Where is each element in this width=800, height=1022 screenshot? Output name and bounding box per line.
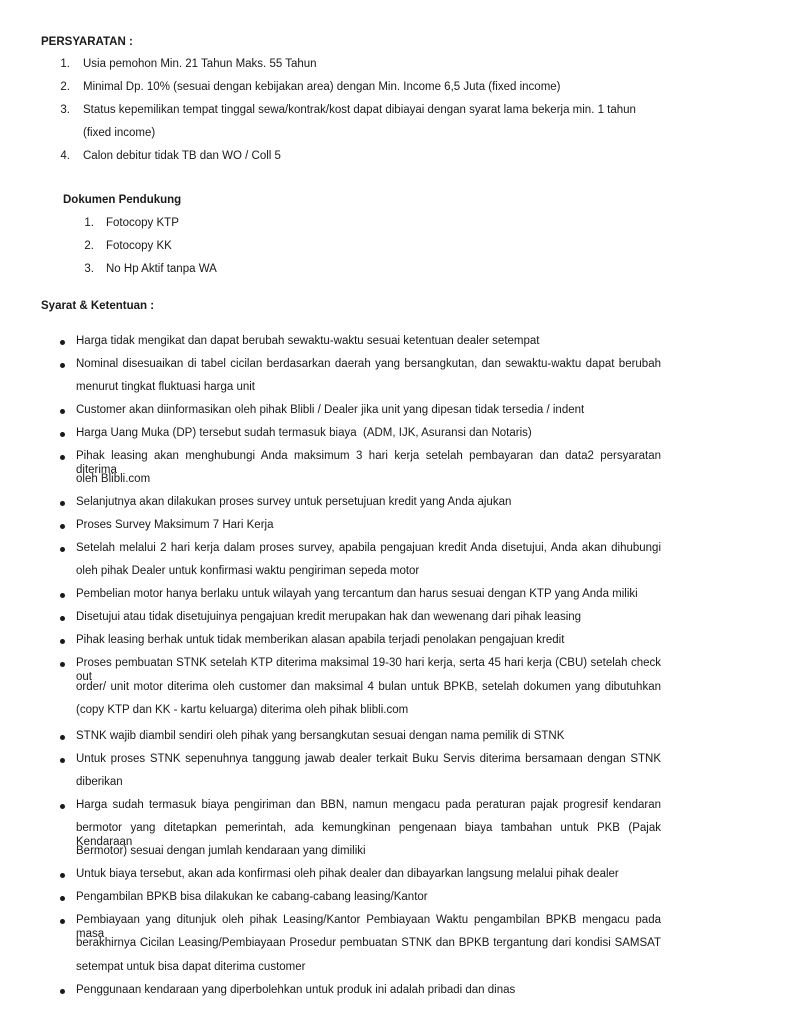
item-text-continued: diberikan bbox=[76, 776, 123, 788]
item-text-continued: (copy KTP dan KK - kartu keluarga) diterima oleh pihak blibli.com bbox=[76, 704, 409, 716]
bullet-icon bbox=[60, 804, 65, 809]
item-number: 4. bbox=[60, 150, 70, 162]
item-text-continued: order/ unit motor diterima oleh customer dan maksimal 4 bulan untuk BPKB, setelah dokumen yang dibutuhkan bbox=[76, 681, 661, 693]
item-text: Minimal Dp. 10% (sesuai dengan kebijakan area) dengan Min. Income 6,5 Juta (fixed income) bbox=[83, 81, 561, 93]
bullet-icon bbox=[60, 363, 65, 368]
item-number: 2. bbox=[60, 81, 70, 93]
bullet-icon bbox=[60, 432, 65, 437]
item-text: Customer akan diinformasikan oleh pihak Blibli / Dealer jika unit yang dipesan tidak tersedia / indent bbox=[76, 404, 585, 416]
item-text-continued: Bermotor) sesuai dengan jumlah kendaraan yang dimiliki bbox=[76, 845, 366, 857]
item-text: Fotocopy KTP bbox=[106, 217, 179, 229]
item-text: No Hp Aktif tanpa WA bbox=[106, 263, 217, 275]
item-text: Nominal disesuaikan di tabel cicilan berdasarkan daerah yang bersangkutan, dan sewaktu-waktu dapat berubah bbox=[76, 358, 661, 370]
bullet-icon bbox=[60, 896, 65, 901]
bullet-icon bbox=[60, 593, 65, 598]
item-text: Selanjutnya akan dilakukan proses survey untuk persetujuan kredit yang Anda ajukan bbox=[76, 496, 512, 508]
bullet-icon bbox=[60, 735, 65, 740]
bullet-icon bbox=[60, 758, 65, 763]
item-text: Pihak leasing akan menghubungi Anda maksimum 3 hari kerja setelah pembayaran dan data2 persyaratan diterima bbox=[76, 450, 661, 476]
item-text: Fotocopy KK bbox=[106, 240, 172, 252]
item-text: Status kepemilikan tempat tinggal sewa/kontrak/kost dapat dibiayai dengan syarat lama bekerja min. 1 tahun bbox=[83, 104, 636, 116]
item-text: Pembelian motor hanya berlaku untuk wilayah yang tercantum dan harus sesuai dengan KTP yang Anda miliki bbox=[76, 588, 638, 600]
bullet-icon bbox=[60, 639, 65, 644]
item-text-continued: oleh Blibli.com bbox=[76, 473, 151, 485]
item-text: Harga Uang Muka (DP) tersebut sudah termasuk biaya (ADM, IJK, Asuransi dan Notaris) bbox=[76, 427, 532, 439]
item-number: 3. bbox=[84, 263, 94, 275]
item-text: Harga tidak mengikat dan dapat berubah sewaktu-waktu sesuai ketentuan dealer setempat bbox=[76, 335, 540, 347]
item-text: Pengambilan BPKB bisa dilakukan ke cabang-cabang leasing/Kantor bbox=[76, 891, 428, 903]
item-text: STNK wajib diambil sendiri oleh pihak yang bersangkutan sesuai dengan nama pemilik di STNK bbox=[76, 730, 565, 742]
persyaratan-heading: PERSYARATAN : bbox=[41, 36, 133, 48]
bullet-icon bbox=[60, 873, 65, 878]
item-text: Pembiayaan yang ditunjuk oleh pihak Leasing/Kantor Pembiayaan Waktu pengambilan BPKB mengacu pada masa bbox=[76, 914, 661, 940]
item-number: 1. bbox=[84, 217, 94, 229]
item-text-continued: bermotor yang ditetapkan pemerintah, ada kemungkinan pengenaan biaya tambahan untuk PKB (Pajak Kendaraan bbox=[76, 822, 661, 848]
bullet-icon bbox=[60, 501, 65, 506]
item-text: Usia pemohon Min. 21 Tahun Maks. 55 Tahun bbox=[83, 58, 317, 70]
item-number: 2. bbox=[84, 240, 94, 252]
item-text: Untuk biaya tersebut, akan ada konfirmasi oleh pihak dealer dan dibayarkan langsung melalui pihak dealer bbox=[76, 868, 619, 880]
item-text-continued: (fixed income) bbox=[83, 127, 156, 139]
dokumen-heading: Dokumen Pendukung bbox=[63, 194, 182, 206]
bullet-icon bbox=[60, 662, 65, 667]
bullet-icon bbox=[60, 919, 65, 924]
bullet-icon bbox=[60, 340, 65, 345]
syarat-heading: Syarat & Ketentuan : bbox=[41, 300, 155, 312]
item-text-continued: berakhirnya Cicilan Leasing/Pembiayaan Prosedur pembuatan STNK dan BPKB tergantung dari kondisi SAMSAT bbox=[76, 937, 661, 949]
bullet-icon bbox=[60, 409, 65, 414]
bullet-icon bbox=[60, 989, 65, 994]
item-number: 1. bbox=[60, 58, 70, 70]
item-text: Proses pembuatan STNK setelah KTP diterima maksimal 19-30 hari kerja, serta 45 hari kerja (CBU) setelah check out bbox=[76, 657, 661, 683]
item-text: Disetujui atau tidak disetujuinya pengajuan kredit merupakan hak dan wewenang dari pihak leasing bbox=[76, 611, 582, 623]
item-number: 3. bbox=[60, 104, 70, 116]
item-text: Harga sudah termasuk biaya pengiriman dan BBN, namun mengacu pada peraturan pajak progresif kendaran bbox=[76, 799, 661, 811]
item-text: Proses Survey Maksimum 7 Hari Kerja bbox=[76, 519, 274, 531]
item-text: Setelah melalui 2 hari kerja dalam proses survey, apabila pengajuan kredit Anda disetujui, Anda akan dihubungi bbox=[76, 542, 661, 554]
bullet-icon bbox=[60, 455, 65, 460]
item-text-continued: setempat untuk bisa dapat diterima customer bbox=[76, 961, 306, 973]
item-text: Penggunaan kendaraan yang diperbolehkan untuk produk ini adalah pribadi dan dinas bbox=[76, 984, 516, 996]
item-text: Untuk proses STNK sepenuhnya tanggung jawab dealer terkait Buku Servis diterima bersamaan dengan STNK bbox=[76, 753, 661, 765]
item-text: Calon debitur tidak TB dan WO / Coll 5 bbox=[83, 150, 281, 162]
item-text-continued: oleh pihak Dealer untuk konfirmasi waktu pengiriman sepeda motor bbox=[76, 565, 420, 577]
bullet-icon bbox=[60, 547, 65, 552]
item-text: Pihak leasing berhak untuk tidak memberikan alasan apabila terjadi penolakan pengajuan kredit bbox=[76, 634, 565, 646]
bullet-icon bbox=[60, 524, 65, 529]
bullet-icon bbox=[60, 616, 65, 621]
item-text-continued: menurut tingkat fluktuasi harga unit bbox=[76, 381, 255, 393]
